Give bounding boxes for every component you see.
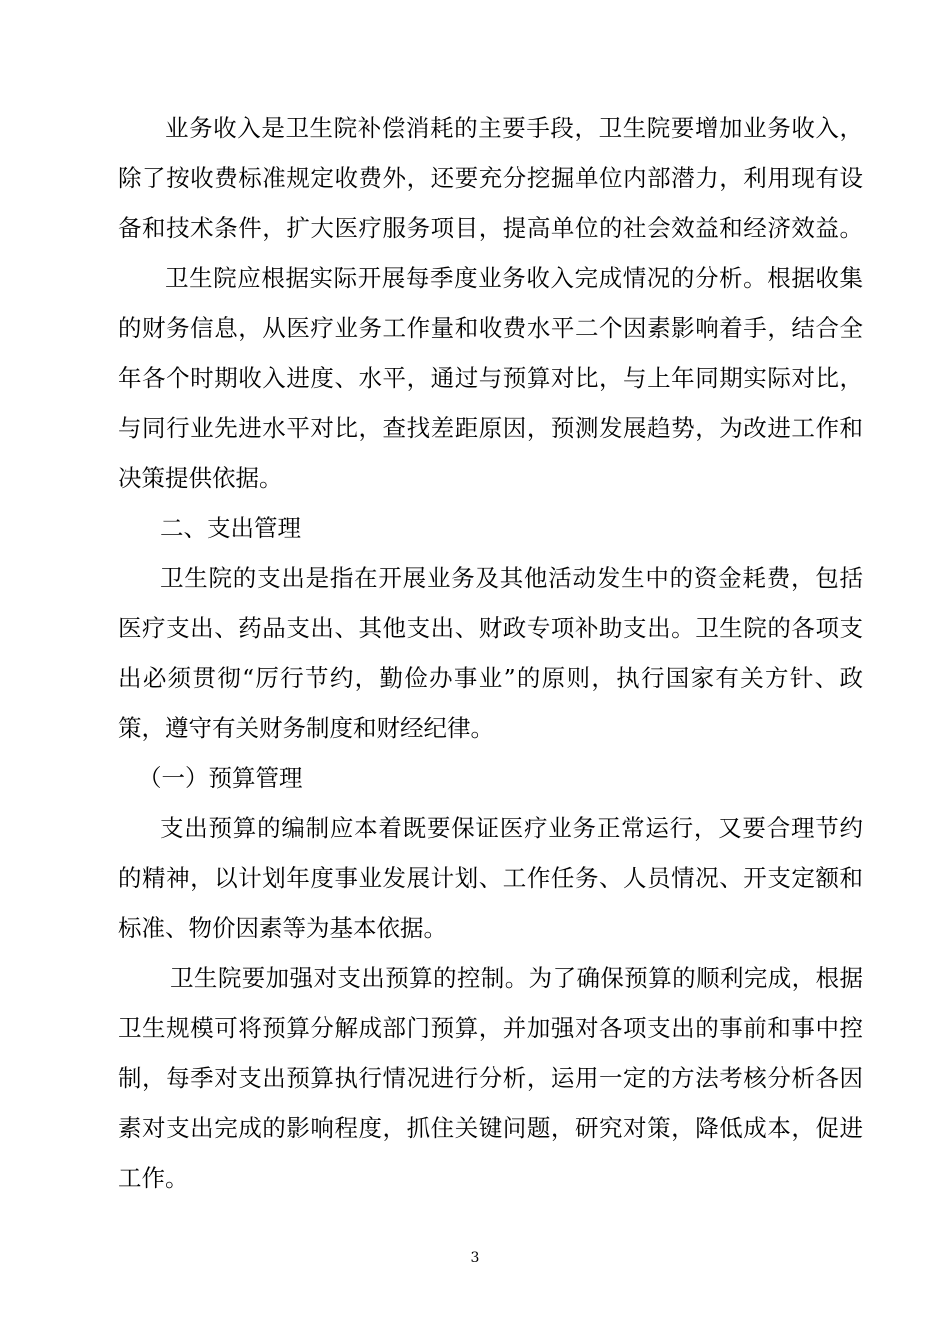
paragraph-4-line-2: 的精神，以计划年度事业发展计划、工作任务、人员情况、开支定额和 [118,864,863,892]
paragraph-2-line-2: 的财务信息，从医疗业务工作量和收费水平二个因素影响着手，结合全 [118,314,863,342]
paragraph-5-line-2: 卫生规模可将预算分解成部门预算，并加强对各项支出的事前和事中控 [118,1014,863,1042]
paragraph-1-line-1: 业务收入是卫生院补偿消耗的主要手段，卫生院要增加业务收入， [165,114,863,142]
paragraph-2-line-5: 决策提供依据。 [118,464,283,492]
paragraph-5-line-1: 卫生院要加强对支出预算的控制。为了确保预算的顺利完成，根据 [170,964,863,992]
section-heading-expenditure: 二、支出管理 [160,514,301,542]
paragraph-2-line-1: 卫生院应根据实际开展每季度业务收入完成情况的分析。根据收集 [165,264,863,292]
subsection-heading-budget: （一）预算管理 [138,764,303,792]
paragraph-3-line-4: 策，遵守有关财务制度和财经纪律。 [118,714,494,742]
paragraph-2-line-4: 与同行业先进水平对比，查找差距原因，预测发展趋势，为改进工作和 [118,414,863,442]
paragraph-4-line-3: 标准、物价因素等为基本依据。 [118,914,447,942]
paragraph-1-line-3: 备和技术条件，扩大医疗服务项目，提高单位的社会效益和经济效益。 [118,214,863,242]
paragraph-3-line-3: 出必须贯彻“厉行节约，勤俭办事业”的原则，执行国家有关方针、政 [118,664,863,692]
paragraph-4-line-1: 支出预算的编制应本着既要保证医疗业务正常运行，又要合理节约 [160,814,863,842]
paragraph-1-line-2: 除了按收费标准规定收费外，还要充分挖掘单位内部潜力，利用现有设 [118,164,863,192]
paragraph-2-line-3: 年各个时期收入进度、水平，通过与预算对比，与上年同期实际对比， [118,364,863,392]
paragraph-5-line-5: 工作。 [118,1164,189,1192]
page-number: 3 [470,1250,480,1266]
paragraph-5-line-4: 素对支出完成的影响程度，抓住关键问题，研究对策，降低成本，促进 [118,1114,863,1142]
paragraph-5-line-3: 制，每季对支出预算执行情况进行分析，运用一定的方法考核分析各因 [118,1064,863,1092]
paragraph-3-line-2: 医疗支出、药品支出、其他支出、财政专项补助支出。卫生院的各项支 [118,614,863,642]
paragraph-3-line-1: 卫生院的支出是指在开展业务及其他活动发生中的资金耗费，包括 [160,564,863,592]
